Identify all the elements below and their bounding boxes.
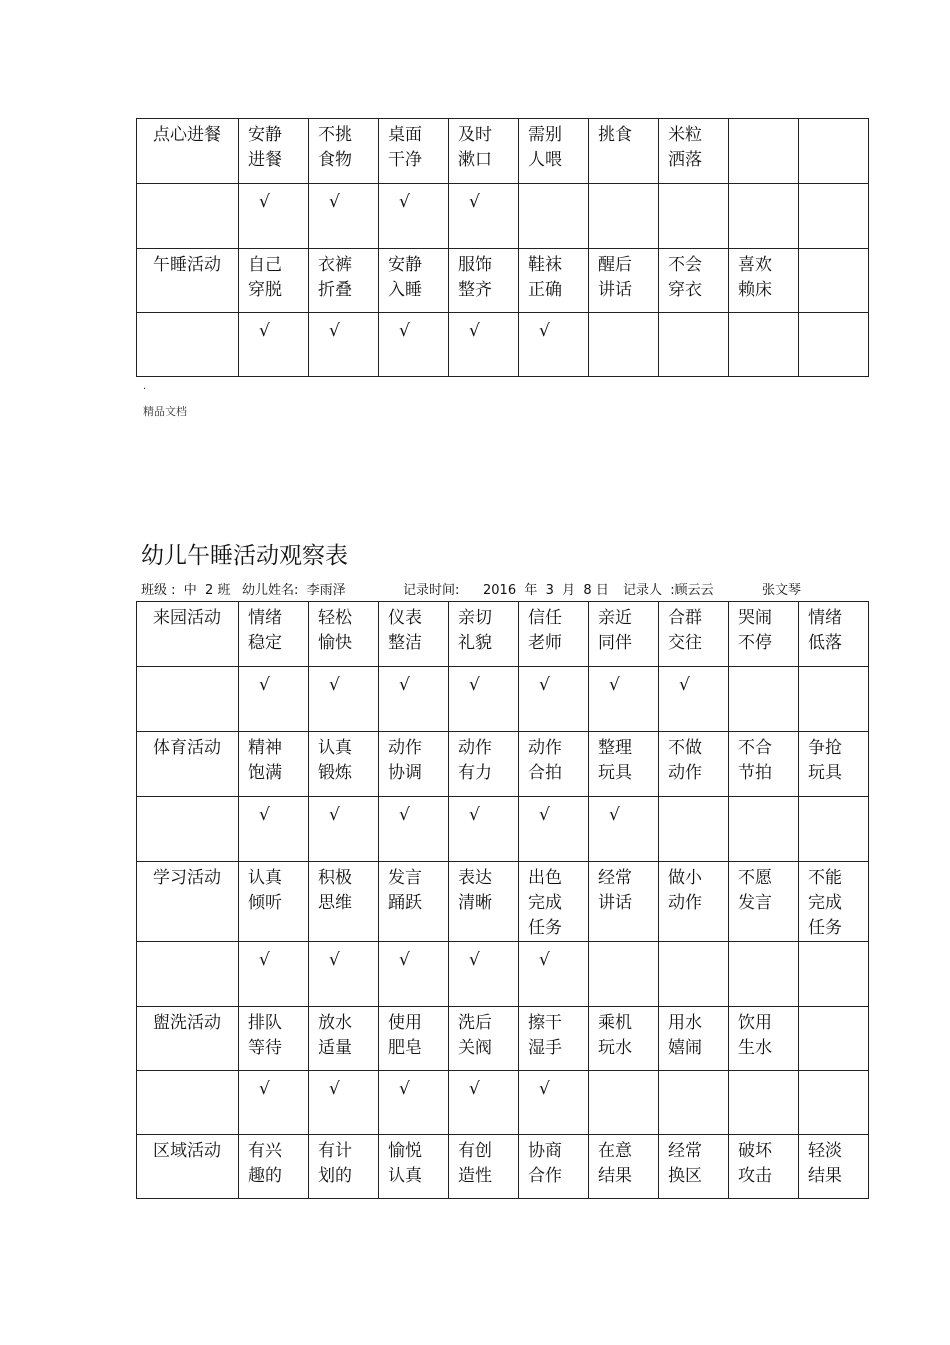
behavior-item: 米粒 洒落 xyxy=(659,119,729,184)
record-date: 2016 年 3 月 8 日 xyxy=(483,583,609,598)
behavior-item: 仪表 整洁 xyxy=(379,602,449,667)
check-mark[interactable]: √ xyxy=(379,942,449,1007)
page-dot: . xyxy=(143,381,147,392)
check-mark[interactable]: √ xyxy=(239,313,309,377)
check-mark[interactable]: √ xyxy=(449,667,519,732)
class-label: 班级 : 中 2 班 xyxy=(141,583,231,598)
footer-label: 精品文档 xyxy=(143,405,187,418)
category-row xyxy=(137,732,869,797)
behavior-item: 醒后 讲话 xyxy=(589,249,659,313)
check-mark[interactable]: √ xyxy=(519,313,589,377)
behavior-item: 放水 适量 xyxy=(309,1007,379,1071)
check-mark[interactable]: √ xyxy=(449,1071,519,1135)
behavior-item: 轻淡 结果 xyxy=(799,1135,869,1199)
behavior-item: 衣裤 折叠 xyxy=(309,249,379,313)
behavior-item xyxy=(799,119,869,184)
check-row xyxy=(137,1071,869,1135)
behavior-item: 情绪 低落 xyxy=(799,602,869,667)
check-row-empty-label xyxy=(137,313,239,377)
check-mark[interactable]: √ xyxy=(379,797,449,862)
behavior-item: 喜欢 赖床 xyxy=(729,249,799,313)
behavior-item: 整理 玩具 xyxy=(589,732,659,797)
behavior-item: 饮用 生水 xyxy=(729,1007,799,1071)
behavior-item: 合群 交往 xyxy=(659,602,729,667)
check-row xyxy=(137,313,869,377)
category-label: 体育活动 xyxy=(137,732,239,797)
category-label: 点心进餐 xyxy=(137,119,239,184)
behavior-item: 不挑 食物 xyxy=(309,119,379,184)
check-mark[interactable] xyxy=(659,184,729,249)
behavior-item: 哭闹 不停 xyxy=(729,602,799,667)
check-mark[interactable] xyxy=(589,942,659,1007)
category-row xyxy=(137,862,869,942)
check-mark[interactable] xyxy=(659,1071,729,1135)
behavior-item: 有创 造性 xyxy=(449,1135,519,1199)
check-mark[interactable]: √ xyxy=(589,667,659,732)
check-mark[interactable] xyxy=(729,313,799,377)
behavior-item xyxy=(799,249,869,313)
recorder-second: 张文琴 xyxy=(762,583,802,598)
behavior-item: 使用 肥皂 xyxy=(379,1007,449,1071)
check-mark[interactable]: √ xyxy=(379,1071,449,1135)
check-mark[interactable] xyxy=(729,1071,799,1135)
check-mark[interactable]: √ xyxy=(379,667,449,732)
check-mark[interactable]: √ xyxy=(239,667,309,732)
check-row xyxy=(137,184,869,249)
check-mark[interactable]: √ xyxy=(309,667,379,732)
check-mark[interactable] xyxy=(519,184,589,249)
check-mark[interactable]: √ xyxy=(379,313,449,377)
page-title: 幼儿午睡活动观察表 xyxy=(141,543,348,569)
behavior-item: 桌面 干净 xyxy=(379,119,449,184)
behavior-item: 认真 锻炼 xyxy=(309,732,379,797)
check-mark[interactable] xyxy=(799,797,869,862)
behavior-item: 用水 嬉闹 xyxy=(659,1007,729,1071)
check-row-empty-label xyxy=(137,184,239,249)
behavior-item: 表达 清晰 xyxy=(449,862,519,942)
behavior-item: 争抢 玩具 xyxy=(799,732,869,797)
check-mark[interactable] xyxy=(659,313,729,377)
check-mark[interactable]: √ xyxy=(449,942,519,1007)
check-mark[interactable] xyxy=(589,184,659,249)
behavior-item: 安静 入睡 xyxy=(379,249,449,313)
behavior-item: 排队 等待 xyxy=(239,1007,309,1071)
behavior-item: 动作 合拍 xyxy=(519,732,589,797)
check-mark[interactable] xyxy=(799,313,869,377)
behavior-item: 有计 划的 xyxy=(309,1135,379,1199)
behavior-item: 在意 结果 xyxy=(589,1135,659,1199)
behavior-item: 破坏 攻击 xyxy=(729,1135,799,1199)
check-row-empty-label xyxy=(137,942,239,1007)
record-time-label: 记录时间: xyxy=(403,583,460,598)
check-mark[interactable]: √ xyxy=(519,942,589,1007)
check-mark[interactable] xyxy=(799,184,869,249)
category-label: 区域活动 xyxy=(137,1135,239,1199)
check-mark[interactable]: √ xyxy=(309,184,379,249)
check-mark[interactable]: √ xyxy=(239,1071,309,1135)
behavior-item: 不合 节拍 xyxy=(729,732,799,797)
check-mark[interactable] xyxy=(799,942,869,1007)
behavior-item: 乘机 玩水 xyxy=(589,1007,659,1071)
behavior-item: 动作 有力 xyxy=(449,732,519,797)
check-mark[interactable]: √ xyxy=(309,942,379,1007)
check-mark[interactable]: √ xyxy=(519,797,589,862)
category-row xyxy=(137,1007,869,1071)
behavior-item: 信任 老师 xyxy=(519,602,589,667)
check-mark[interactable] xyxy=(729,797,799,862)
check-mark[interactable] xyxy=(799,1071,869,1135)
behavior-item: 出色 完成 任务 xyxy=(519,862,589,942)
check-mark[interactable]: √ xyxy=(309,313,379,377)
check-row-empty-label xyxy=(137,667,239,732)
check-mark[interactable] xyxy=(589,313,659,377)
check-mark[interactable]: √ xyxy=(449,184,519,249)
check-mark[interactable]: √ xyxy=(309,1071,379,1135)
observation-table-top xyxy=(136,118,869,377)
check-mark[interactable]: √ xyxy=(449,797,519,862)
behavior-item: 轻松 愉快 xyxy=(309,602,379,667)
behavior-item: 安静 进餐 xyxy=(239,119,309,184)
check-mark[interactable] xyxy=(729,942,799,1007)
check-mark[interactable] xyxy=(799,667,869,732)
behavior-item xyxy=(799,1007,869,1071)
behavior-item: 做小 动作 xyxy=(659,862,729,942)
category-row xyxy=(137,119,869,184)
behavior-item: 亲切 礼貌 xyxy=(449,602,519,667)
check-mark[interactable] xyxy=(589,1071,659,1135)
check-mark[interactable]: √ xyxy=(519,1071,589,1135)
check-row xyxy=(137,667,869,732)
behavior-item xyxy=(729,119,799,184)
behavior-item: 自己 穿脱 xyxy=(239,249,309,313)
recorder-label: 记录人 :顾云云 xyxy=(623,583,714,598)
behavior-item: 洗后 关阀 xyxy=(449,1007,519,1071)
check-mark[interactable] xyxy=(659,942,729,1007)
behavior-item: 挑食 xyxy=(589,119,659,184)
behavior-item: 服饰 整齐 xyxy=(449,249,519,313)
behavior-item: 不做 动作 xyxy=(659,732,729,797)
check-row-empty-label xyxy=(137,1071,239,1135)
behavior-item: 发言 踊跃 xyxy=(379,862,449,942)
behavior-item: 愉悦 认真 xyxy=(379,1135,449,1199)
check-mark[interactable]: √ xyxy=(449,313,519,377)
check-mark[interactable]: √ xyxy=(239,797,309,862)
check-row xyxy=(137,942,869,1007)
behavior-item: 动作 协调 xyxy=(379,732,449,797)
check-row xyxy=(137,797,869,862)
behavior-item: 需别 人喂 xyxy=(519,119,589,184)
behavior-item: 积极 思维 xyxy=(309,862,379,942)
behavior-item: 经常 讲话 xyxy=(589,862,659,942)
behavior-item: 亲近 同伴 xyxy=(589,602,659,667)
category-row xyxy=(137,249,869,313)
behavior-item: 经常 换区 xyxy=(659,1135,729,1199)
check-mark[interactable]: √ xyxy=(239,184,309,249)
check-mark[interactable]: √ xyxy=(659,667,729,732)
category-label: 来园活动 xyxy=(137,602,239,667)
check-mark[interactable]: √ xyxy=(589,797,659,862)
behavior-item: 协商 合作 xyxy=(519,1135,589,1199)
child-name-label: 幼儿姓名: 李雨泽 xyxy=(242,583,346,598)
check-mark[interactable] xyxy=(729,667,799,732)
check-row-empty-label xyxy=(137,797,239,862)
category-row xyxy=(137,602,869,667)
behavior-item: 及时 漱口 xyxy=(449,119,519,184)
behavior-item: 认真 倾听 xyxy=(239,862,309,942)
category-label: 盥洗活动 xyxy=(137,1007,239,1071)
check-mark[interactable]: √ xyxy=(519,667,589,732)
check-mark[interactable] xyxy=(659,797,729,862)
behavior-item: 擦干 湿手 xyxy=(519,1007,589,1071)
behavior-item: 鞋袜 正确 xyxy=(519,249,589,313)
behavior-item: 有兴 趣的 xyxy=(239,1135,309,1199)
check-mark[interactable]: √ xyxy=(309,797,379,862)
behavior-item: 不能 完成 任务 xyxy=(799,862,869,942)
behavior-item: 精神 饱满 xyxy=(239,732,309,797)
category-label: 学习活动 xyxy=(137,862,239,942)
behavior-item: 情绪 稳定 xyxy=(239,602,309,667)
check-mark[interactable] xyxy=(729,184,799,249)
category-row xyxy=(137,1135,869,1199)
check-mark[interactable]: √ xyxy=(379,184,449,249)
category-label: 午睡活动 xyxy=(137,249,239,313)
behavior-item: 不愿 发言 xyxy=(729,862,799,942)
check-mark[interactable]: √ xyxy=(239,942,309,1007)
observation-table-main xyxy=(136,601,869,1199)
behavior-item: 不会 穿衣 xyxy=(659,249,729,313)
